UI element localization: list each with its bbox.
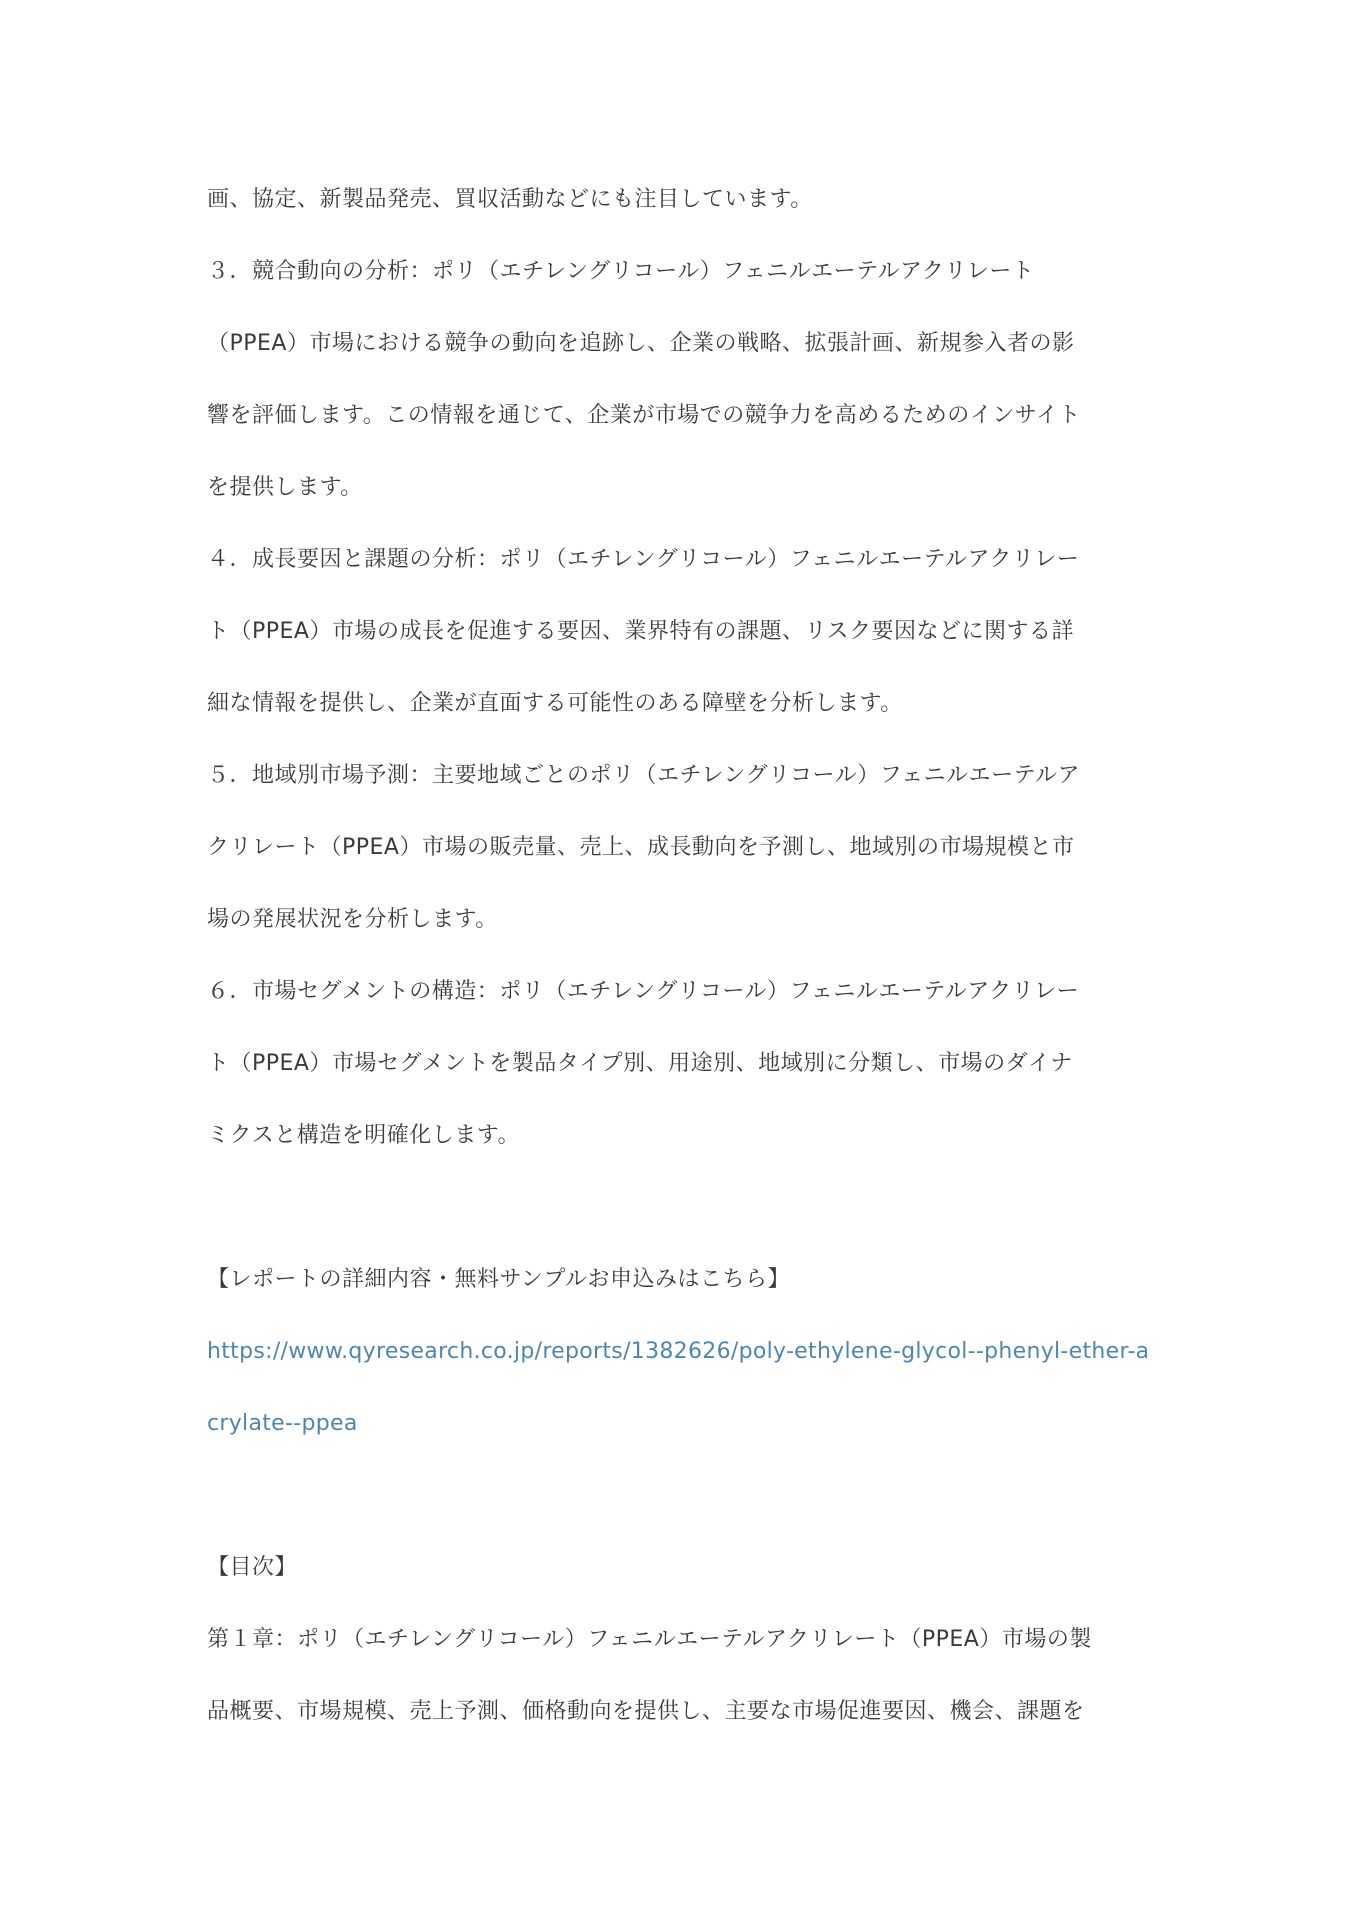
body-text-line: クリレート（PPEA）市場の販売量、売上、成長動向を予測し、地域別の市場規模と市	[207, 835, 1075, 860]
body-text-line: ３．競合動向の分析：ポリ（エチレングリコール）フェニルエーテルアクリレート	[207, 259, 1035, 284]
toc-line: 第１章：ポリ（エチレングリコール）フェニルエーテルアクリレート（PPEA）市場の製	[207, 1627, 1092, 1652]
report-link-continued[interactable]: crylate--ppea	[207, 1411, 358, 1436]
body-text-line: 細な情報を提供し、企業が直面する可能性のある障壁を分析します。	[207, 691, 903, 716]
body-text-line: （PPEA）市場における競争の動向を追跡し、企業の戦略、拡張計画、新規参入者の影	[207, 331, 1075, 356]
toc-heading: 【目次】	[207, 1555, 298, 1580]
body-text-line: ４．成長要因と課題の分析：ポリ（エチレングリコール）フェニルエーテルアクリレー	[207, 547, 1080, 572]
body-text-line: ６．市場セグメントの構造：ポリ（エチレングリコール）フェニルエーテルアクリレー	[207, 979, 1080, 1004]
body-text-line: 画、協定、新製品発売、買収活動などにも注目しています。	[207, 187, 813, 212]
body-text-line: を提供します。	[207, 475, 363, 500]
body-text-line: ミクスと構造を明確化します。	[207, 1123, 521, 1148]
toc-line: 品概要、市場規模、売上予測、価格動向を提供し、主要な市場促進要因、機会、課題を	[207, 1699, 1085, 1724]
body-text-line: 場の発展状況を分析します。	[207, 907, 498, 932]
body-text-line: ５．地域別市場予測：主要地域ごとのポリ（エチレングリコール）フェニルエーテルア	[207, 763, 1080, 788]
body-text-line: 響を評価します。この情報を通じて、企業が市場での競争力を高めるためのインサイト	[207, 403, 1081, 428]
report-link[interactable]: https://www.qyresearch.co.jp/reports/1382626/poly-ethylene-glycol--phenyl-ether-a	[207, 1339, 1150, 1364]
body-text-line: ト（PPEA）市場の成長を促進する要因、業界特有の課題、リスク要因などに関する詳	[207, 619, 1075, 644]
report-heading: 【レポートの詳細内容・無料サンプルお申込みはこちら】	[207, 1267, 791, 1292]
body-text-line: ト（PPEA）市場セグメントを製品タイプ別、用途別、地域別に分類し、市場のダイナ	[207, 1051, 1073, 1076]
